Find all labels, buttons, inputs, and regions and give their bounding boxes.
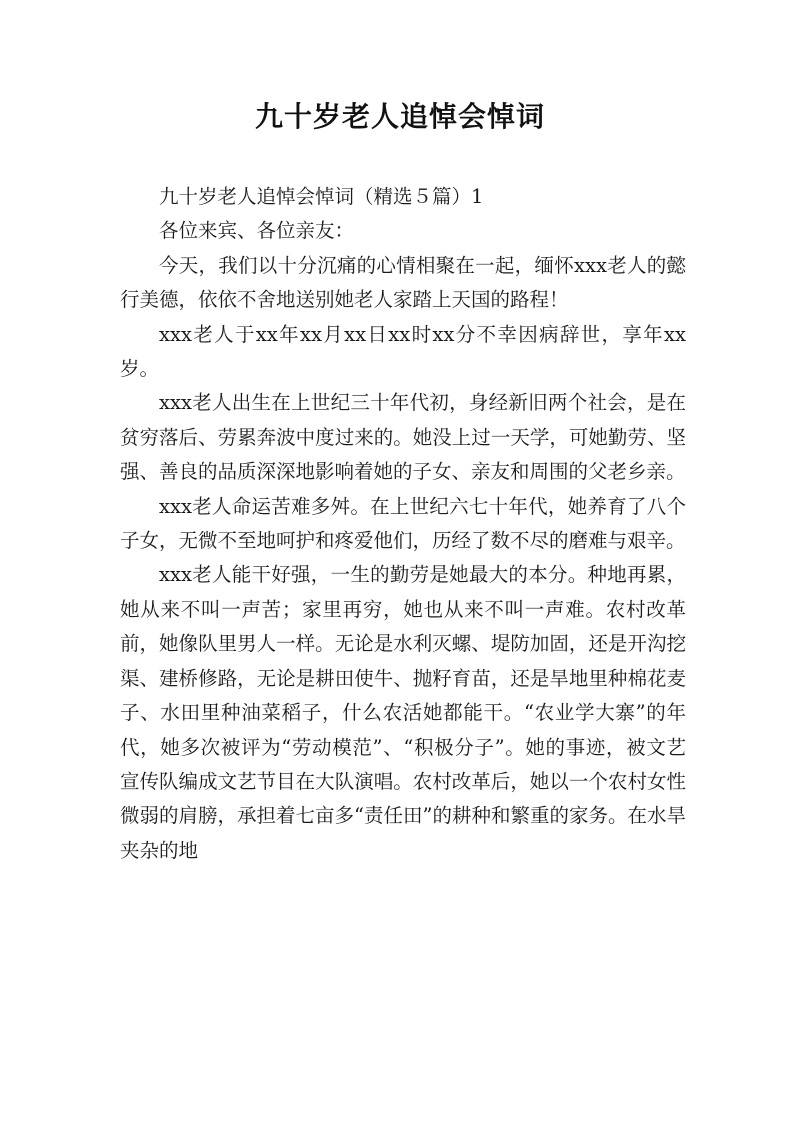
paragraph-opening: 今天，我们以十分沉痛的心情相聚在一起，缅怀xxx老人的懿行美德，依依不舍地送别她老人家踏上天国的路程！: [120, 253, 686, 312]
document-body: [120, 180, 686, 868]
paragraph-diligence: xxx老人能干好强，一生的勤劳是她最大的本分。种地再累，她从来不叫一声苦；家里再穷，她也从来不叫一声难。农村改革前，她像队里男人一样。无论是水利灭螺、堤防加固，还是开沟挖渠、建桥修路，无论是耕田使牛、抛籽育苗，还是旱地里种棉花麦子、水田里种油菜稻子，什么农活她都能干。“农业学大寨”的年代，她多次被评为“劳动模范”、“积极分子”。她的事迹，被文艺宣传队编成文艺节目在大队演唱。农村改革后，她以一个农村女性微弱的肩膀，承担着七亩多“责任田”的耕种和繁重的家务。在水旱夹杂的地: [120, 563, 686, 862]
paragraph-greeting: 各位来宾、各位亲友：: [159, 219, 355, 243]
document-title: 九十岁老人追悼会悼词: [254, 100, 545, 133]
paragraph-hardship: xxx老人命运苦难多舛。在上世纪六七十年代，她养育了八个子女，无微不至地呵护和疼爱他们，历经了数不尽的磨难与艰辛。: [120, 494, 686, 553]
paragraph-subtitle: 九十岁老人追悼会悼词（精选５篇）1: [159, 185, 484, 208]
paragraph-passing: xxx老人于xx年xx月xx日xx时xx分不幸因病辞世，享年xx岁。: [120, 322, 686, 381]
paragraph-birth: xxx老人出生在上世纪三十年代初，身经新旧两个社会，是在贫穷落后、劳累奔波中度过来的。她没上过一天学，可她勤劳、坚强、善良的品质深深地影响着她的子女、亲友和周围的父老乡亲。: [120, 391, 686, 484]
